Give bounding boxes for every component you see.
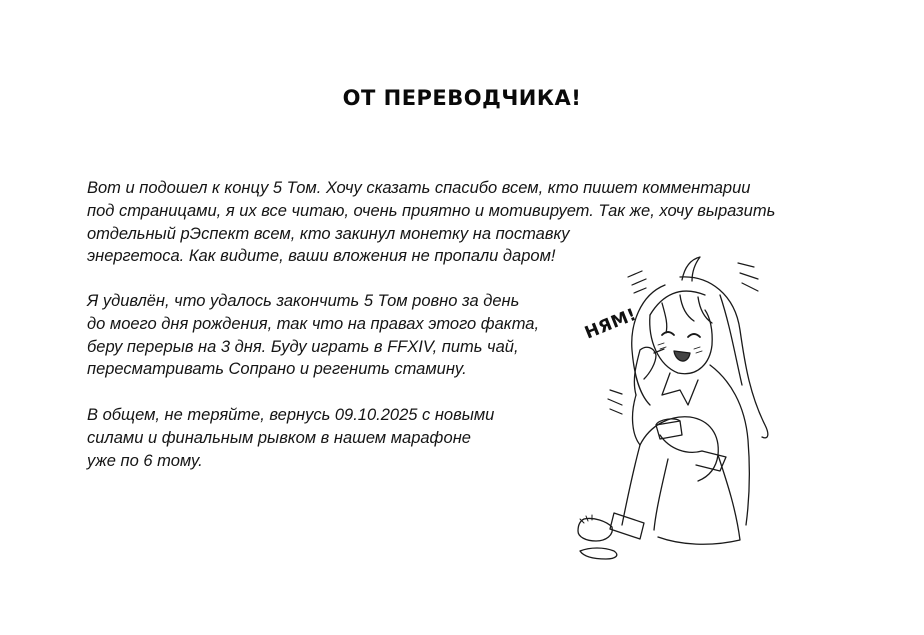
text-line: под страницами, я их все читаю, очень приятно и мотивирует. Так же, хочу выразить: [87, 201, 776, 220]
text-line: В общем, не теряйте, вернусь 09.10.2025 с новыми: [87, 406, 495, 424]
text-line: пересматривать Сопрано и регенить стамину.: [87, 360, 467, 379]
text-line: уже по 6 тому.: [87, 451, 203, 470]
page-title: ОТ ПЕРЕВОДЧИКА!: [342, 86, 582, 110]
text-line: энергетоса. Как видите, ваши вложения не пропали даром!: [87, 247, 556, 266]
text-line: до моего дня рождения, так что на правах этого факта,: [87, 314, 540, 333]
manga-girl-illustration: [570, 255, 800, 560]
text-line: беру перерыв на 3 дня. Буду играть в FFXIV, пить чай,: [87, 337, 519, 356]
text-line: отдельный рЭспект всем, кто закинул монетку на поставку: [87, 224, 570, 243]
paragraph-break-announcement: [87, 290, 539, 381]
text-line: силами и финальным рывком в нашем марафоне: [87, 428, 471, 447]
sfx-nyam-text: НЯМ!: [582, 304, 640, 344]
sparkle-lines-icon: [608, 263, 758, 414]
text-line: Вот и подошел к концу 5 Том. Хочу сказать спасибо всем, кто пишет комментарии: [87, 179, 751, 197]
paragraph-return-date: [87, 404, 494, 472]
text-line: Я удивлён, что удалось закончить 5 Том ровно за день: [87, 292, 520, 310]
